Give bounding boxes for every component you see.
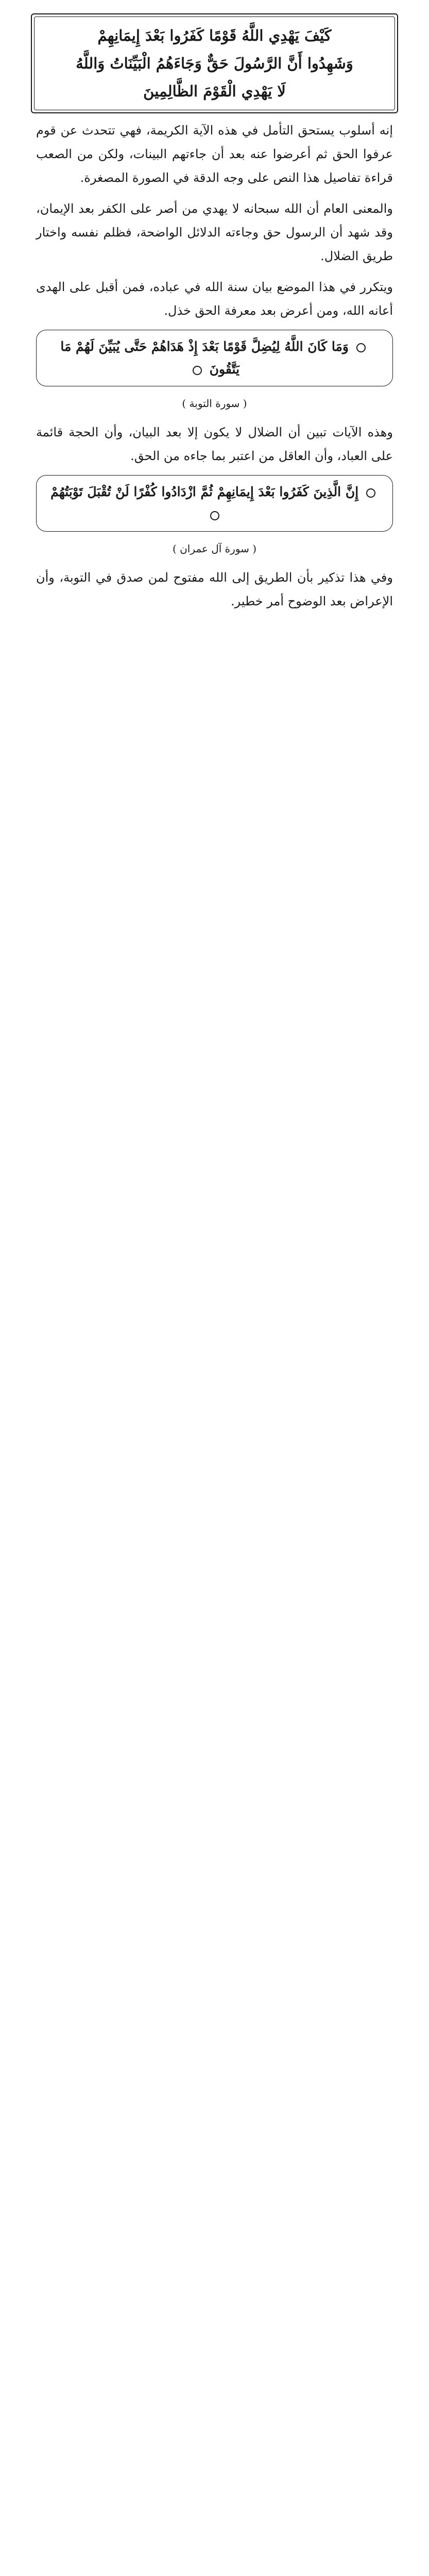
paragraph: وهذه الآيات تبين أن الضلال لا يكون إلا بعد البيان، وأن الحجة قائمة على العباد، وأن العاقل من اعتبر بما جاءه من الحق. <box>36 425 393 463</box>
ornament-icon <box>210 511 219 520</box>
header-verse-frame <box>31 13 398 113</box>
header-verse-line: لَا يَهْدِي الْقَوْمَ الظَّالِمِينَ <box>143 82 286 100</box>
verse-source: ( سورة التوبة ) <box>182 397 247 410</box>
quote-box <box>36 475 393 532</box>
quote-text: إِنَّ الَّذِينَ كَفَرُوا بَعْدَ إِيمَانِهِمْ ثُمَّ ازْدَادُوا كُفْرًا لَنْ تُقْبَلَ تَوْبَتُهُمْ <box>50 484 359 499</box>
header-verse-line: كَيْفَ يَهْدِي اللَّهُ قَوْمًا كَفَرُوا بَعْدَ إِيمَانِهِمْ <box>97 27 332 44</box>
ornament-icon <box>193 366 202 375</box>
paragraph: والمعنى العام أن الله سبحانه لا يهدي من أصر على الكفر بعد الإيمان، وقد شهد أن الرسول حق وجاءته الدلائل الواضحة، فظلم نفسه واختار طريق الضلال. <box>36 201 393 263</box>
paragraph: وفي هذا تذكير بأن الطريق إلى الله مفتوح لمن صدق في التوبة، وأن الإعراض بعد الوضوح أمر خطير. <box>36 570 393 608</box>
ornament-icon <box>356 343 366 352</box>
body-text <box>36 118 393 620</box>
quote-text: وَمَا كَانَ اللَّهُ لِيُضِلَّ قَوْمًا بَعْدَ إِذْ هَدَاهُمْ حَتَّى يُبَيِّنَ لَهُمْ مَا يَتَّقُونَ <box>60 339 349 377</box>
header-verse-line: وَشَهِدُوا أَنَّ الرَّسُولَ حَقٌّ وَجَاءَهُمُ الْبَيِّنَاتُ وَاللَّهُ <box>76 55 353 72</box>
quote-box <box>36 330 393 386</box>
paragraph: إنه أسلوب يستحق التأمل في هذه الآية الكريمة، فهي تتحدث عن قوم عرفوا الحق ثم أعرضوا عنه بعد أن جاءتهم البينات، ولكن من الصعب قراءة تفاصيل هذا النص على وجه الدقة في الصورة المصغرة. <box>36 123 393 185</box>
paragraph: ويتكرر في هذا الموضع بيان سنة الله في عباده، فمن أقبل على الهدى أعانه الله، ومن أعرض بعد معرفة الحق خذل. <box>36 280 393 318</box>
ornament-icon <box>366 488 375 498</box>
verse-source: ( سورة آل عمران ) <box>172 543 257 555</box>
